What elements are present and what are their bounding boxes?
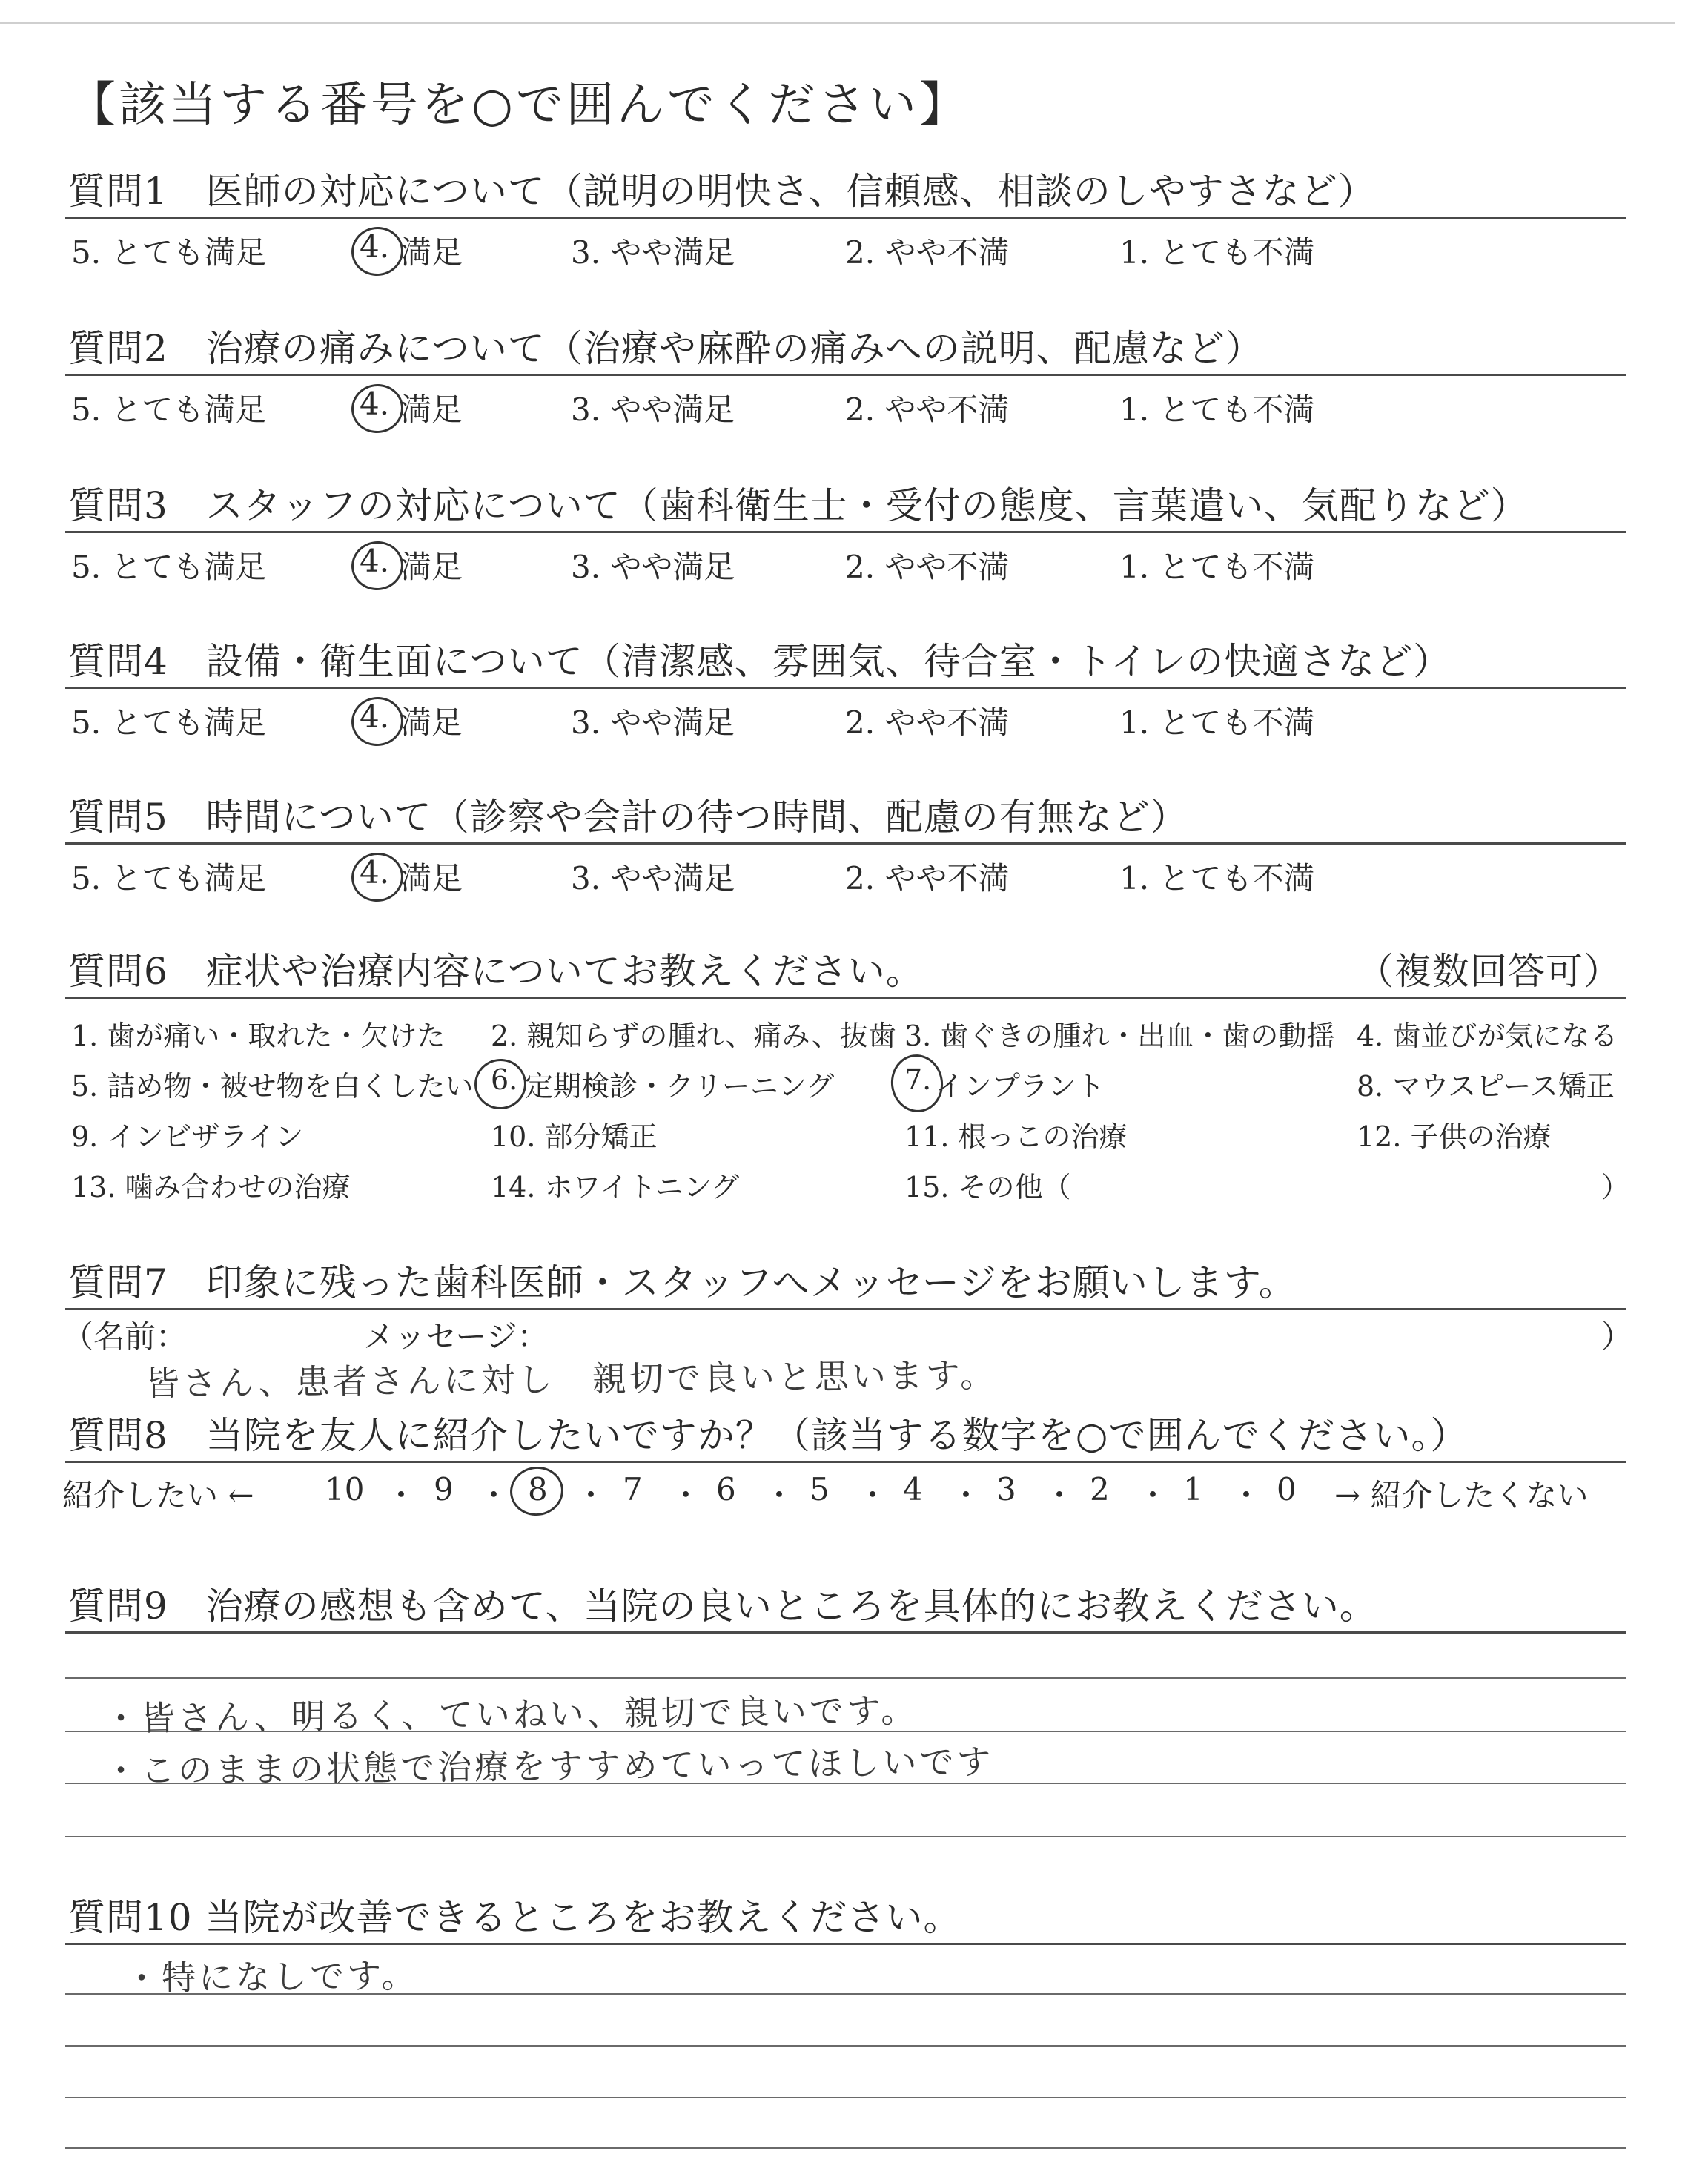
- q5-option-2: 2. やや不満: [845, 860, 1010, 896]
- question-2-title: 質問2 治療の痛みについて（治療や麻酔の痛みへの説明、配慮など）: [68, 327, 1263, 370]
- q8-scale-sep: ・: [575, 1477, 607, 1513]
- q6-option-2: 2. 親知らずの腫れ、痛み、抜歯: [491, 1020, 896, 1052]
- q1-option-1: 1. とても不満: [1119, 234, 1315, 271]
- q4-option-1: 1. とても不満: [1119, 704, 1315, 741]
- q8-scale-3: 3: [996, 1471, 1016, 1507]
- q6-selection-circle-7: [887, 1051, 947, 1116]
- q6-option-10: 10. 部分矯正: [491, 1120, 658, 1153]
- question-5-rule: [65, 842, 1626, 845]
- q6-option-3: 3. 歯ぐきの腫れ・出血・歯の動揺: [904, 1020, 1335, 1052]
- q6-option-15-close: ）: [1601, 1171, 1630, 1203]
- question-8-title: 質問8 当院を友人に紹介したいですか？（該当する数字を○で囲んでください。）: [68, 1414, 1469, 1457]
- question-6-title: 質問6 症状や治療内容についてお教えください。: [68, 950, 924, 993]
- q8-scale-sep: ・: [385, 1477, 417, 1513]
- q1-selection-circle: [348, 223, 407, 279]
- q8-scale-2: 2: [1090, 1471, 1110, 1507]
- q6-option-5: 5. 詰め物・被せ物を白くしたい: [71, 1070, 474, 1103]
- q8-scale-sep: ・: [1044, 1477, 1076, 1513]
- q4-option-4-label: 満足: [400, 704, 463, 741]
- q1-option-2: 2. やや不満: [845, 234, 1010, 271]
- q4-option-3: 3. やや満足: [571, 704, 735, 741]
- q7-name-label: （名前：: [62, 1318, 188, 1355]
- q10-handwritten-line-1: ・特になしです。: [124, 1955, 419, 1999]
- q6-option-8: 8. マウスピース矯正: [1357, 1070, 1615, 1103]
- question-6-rule: [65, 997, 1626, 999]
- q4-option-2: 2. やや不満: [845, 704, 1010, 741]
- question-1-title: 質問1 医師の対応について（説明の明快さ、信頼感、相談のしやすさなど）: [68, 170, 1376, 213]
- q7-message-label: メッセージ：: [363, 1318, 549, 1355]
- q8-scale-sep: ・: [1137, 1477, 1169, 1513]
- q2-option-2: 2. やや不満: [845, 392, 1010, 428]
- q2-option-1: 1. とても不満: [1119, 392, 1315, 428]
- q8-scale-1: 1: [1183, 1471, 1203, 1507]
- q2-selection-circle: [348, 380, 407, 436]
- q8-scale-6: 6: [716, 1471, 736, 1507]
- question-3-rule: [65, 531, 1626, 533]
- q8-right-label: → 紹介したくない: [1334, 1477, 1589, 1513]
- q3-option-2: 2. やや不満: [845, 549, 1010, 585]
- q6-option-9: 9. インビザライン: [71, 1120, 304, 1153]
- q9-handwritten-line-2: ・このままの状態で治療をすすめていってほしいです: [103, 1741, 994, 1791]
- question-7-rule: [65, 1308, 1626, 1310]
- q1-option-3: 3. やや満足: [571, 234, 735, 271]
- question-3-title: 質問3 スタッフの対応について（歯科衛生士・受付の態度、言葉遣い、気配りなど）: [68, 484, 1529, 527]
- q5-option-3: 3. やや満足: [571, 860, 735, 896]
- q6-option-14: 14. ホワイトニング: [491, 1171, 740, 1203]
- page-header: 【該当する番号を○で囲んでください】: [68, 78, 970, 133]
- q7-handwritten-message: 皆さん、患者さんに対し 親切で良いと思います。: [145, 1354, 998, 1404]
- q4-selection-circle: [348, 693, 407, 749]
- q9-answer-line: [65, 1836, 1626, 1837]
- q5-option-1: 1. とても不満: [1119, 860, 1315, 896]
- q1-option-5: 5. とても満足: [71, 234, 267, 271]
- q3-option-4-label: 満足: [400, 549, 463, 585]
- q6-option-6-label: 定期検診・クリーニング: [525, 1070, 835, 1103]
- q6-option-15: 15. その他（: [904, 1171, 1071, 1203]
- question-5-title: 質問5 時間について（診察や会計の待つ時間、配慮の有無など）: [68, 796, 1188, 839]
- q6-option-1: 1. 歯が痛い・取れた・欠けた: [71, 1020, 446, 1052]
- q2-option-4-number: 4.: [360, 386, 390, 422]
- q3-option-4-number: 4.: [360, 543, 390, 579]
- question-10-title: 質問10 当院が改善できるところをお教えください。: [68, 1896, 961, 1939]
- q9-answer-line: [65, 1677, 1626, 1679]
- q2-option-3: 3. やや満足: [571, 392, 735, 428]
- q4-option-4-number: 4.: [360, 698, 390, 735]
- q8-scale-sep: ・: [1231, 1477, 1262, 1513]
- q6-option-7-number: 7.: [904, 1063, 932, 1096]
- q6-option-11: 11. 根っこの治療: [904, 1120, 1128, 1153]
- q5-option-5: 5. とても満足: [71, 860, 267, 896]
- question-10-rule: [65, 1943, 1626, 1945]
- q6-option-6-number: 6.: [491, 1063, 518, 1096]
- q6-option-7-label: インプラント: [936, 1070, 1105, 1103]
- q8-scale-sep: ・: [670, 1477, 702, 1513]
- q10-answer-line: [65, 2097, 1626, 2098]
- q9-handwritten-line-1: ・皆さん、明るく、ていねい、親切で良いです。: [103, 1690, 918, 1739]
- q2-option-5: 5. とても満足: [71, 392, 267, 428]
- q8-scale-10: 10: [325, 1471, 365, 1507]
- q4-option-5: 5. とても満足: [71, 704, 267, 741]
- question-7-title: 質問7 印象に残った歯科医師・スタッフへメッセージをお願いします。: [68, 1261, 1297, 1304]
- question-1-rule: [65, 217, 1626, 219]
- q6-option-13: 13. 噛み合わせの治療: [71, 1171, 351, 1203]
- q6-selection-circle-6: [471, 1055, 530, 1112]
- question-9-title: 質問9 治療の感想も含めて、当院の良いところを具体的にお教えください。: [68, 1585, 1377, 1628]
- q1-option-4-number: 4.: [360, 228, 390, 265]
- page-top-edge: [0, 22, 1675, 24]
- q8-scale-0: 0: [1277, 1471, 1297, 1507]
- q10-answer-line: [65, 2045, 1626, 2047]
- q8-scale-sep: ・: [857, 1477, 889, 1513]
- q5-option-4-number: 4.: [360, 854, 390, 891]
- q6-option-12: 12. 子供の治療: [1357, 1120, 1552, 1153]
- q10-answer-line: [65, 2147, 1626, 2149]
- question-4-rule: [65, 687, 1626, 689]
- q8-scale-sep: ・: [478, 1477, 510, 1513]
- q5-selection-circle: [348, 849, 407, 905]
- q8-selection-circle: [507, 1463, 566, 1519]
- q3-selection-circle: [348, 538, 407, 593]
- question-4-title: 質問4 設備・衛生面について（清潔感、雰囲気、待合室・トイレの快適さなど）: [68, 640, 1452, 683]
- q6-option-4: 4. 歯並びが気になる: [1357, 1020, 1618, 1052]
- question-2-rule: [65, 374, 1626, 376]
- q8-scale-5: 5: [810, 1471, 830, 1507]
- q8-scale-7: 7: [623, 1471, 643, 1507]
- q3-option-3: 3. やや満足: [571, 549, 735, 585]
- q8-scale-sep: ・: [950, 1477, 982, 1513]
- q3-option-5: 5. とても満足: [71, 549, 267, 585]
- q8-scale-9: 9: [434, 1471, 454, 1507]
- q1-option-4-label: 満足: [400, 234, 463, 271]
- q8-scale-8: 8: [528, 1471, 548, 1507]
- q8-left-label: 紹介したい ←: [62, 1477, 254, 1513]
- question-9-rule: [65, 1631, 1626, 1634]
- question-6-note: （複数回答可）: [1357, 950, 1621, 993]
- q2-option-4-label: 満足: [400, 392, 463, 428]
- question-8-rule: [65, 1461, 1626, 1463]
- q8-scale-4: 4: [903, 1471, 923, 1507]
- q7-close-paren: ）: [1601, 1318, 1633, 1355]
- q5-option-4-label: 満足: [400, 860, 463, 896]
- q8-scale-sep: ・: [764, 1477, 795, 1513]
- q3-option-1: 1. とても不満: [1119, 549, 1315, 585]
